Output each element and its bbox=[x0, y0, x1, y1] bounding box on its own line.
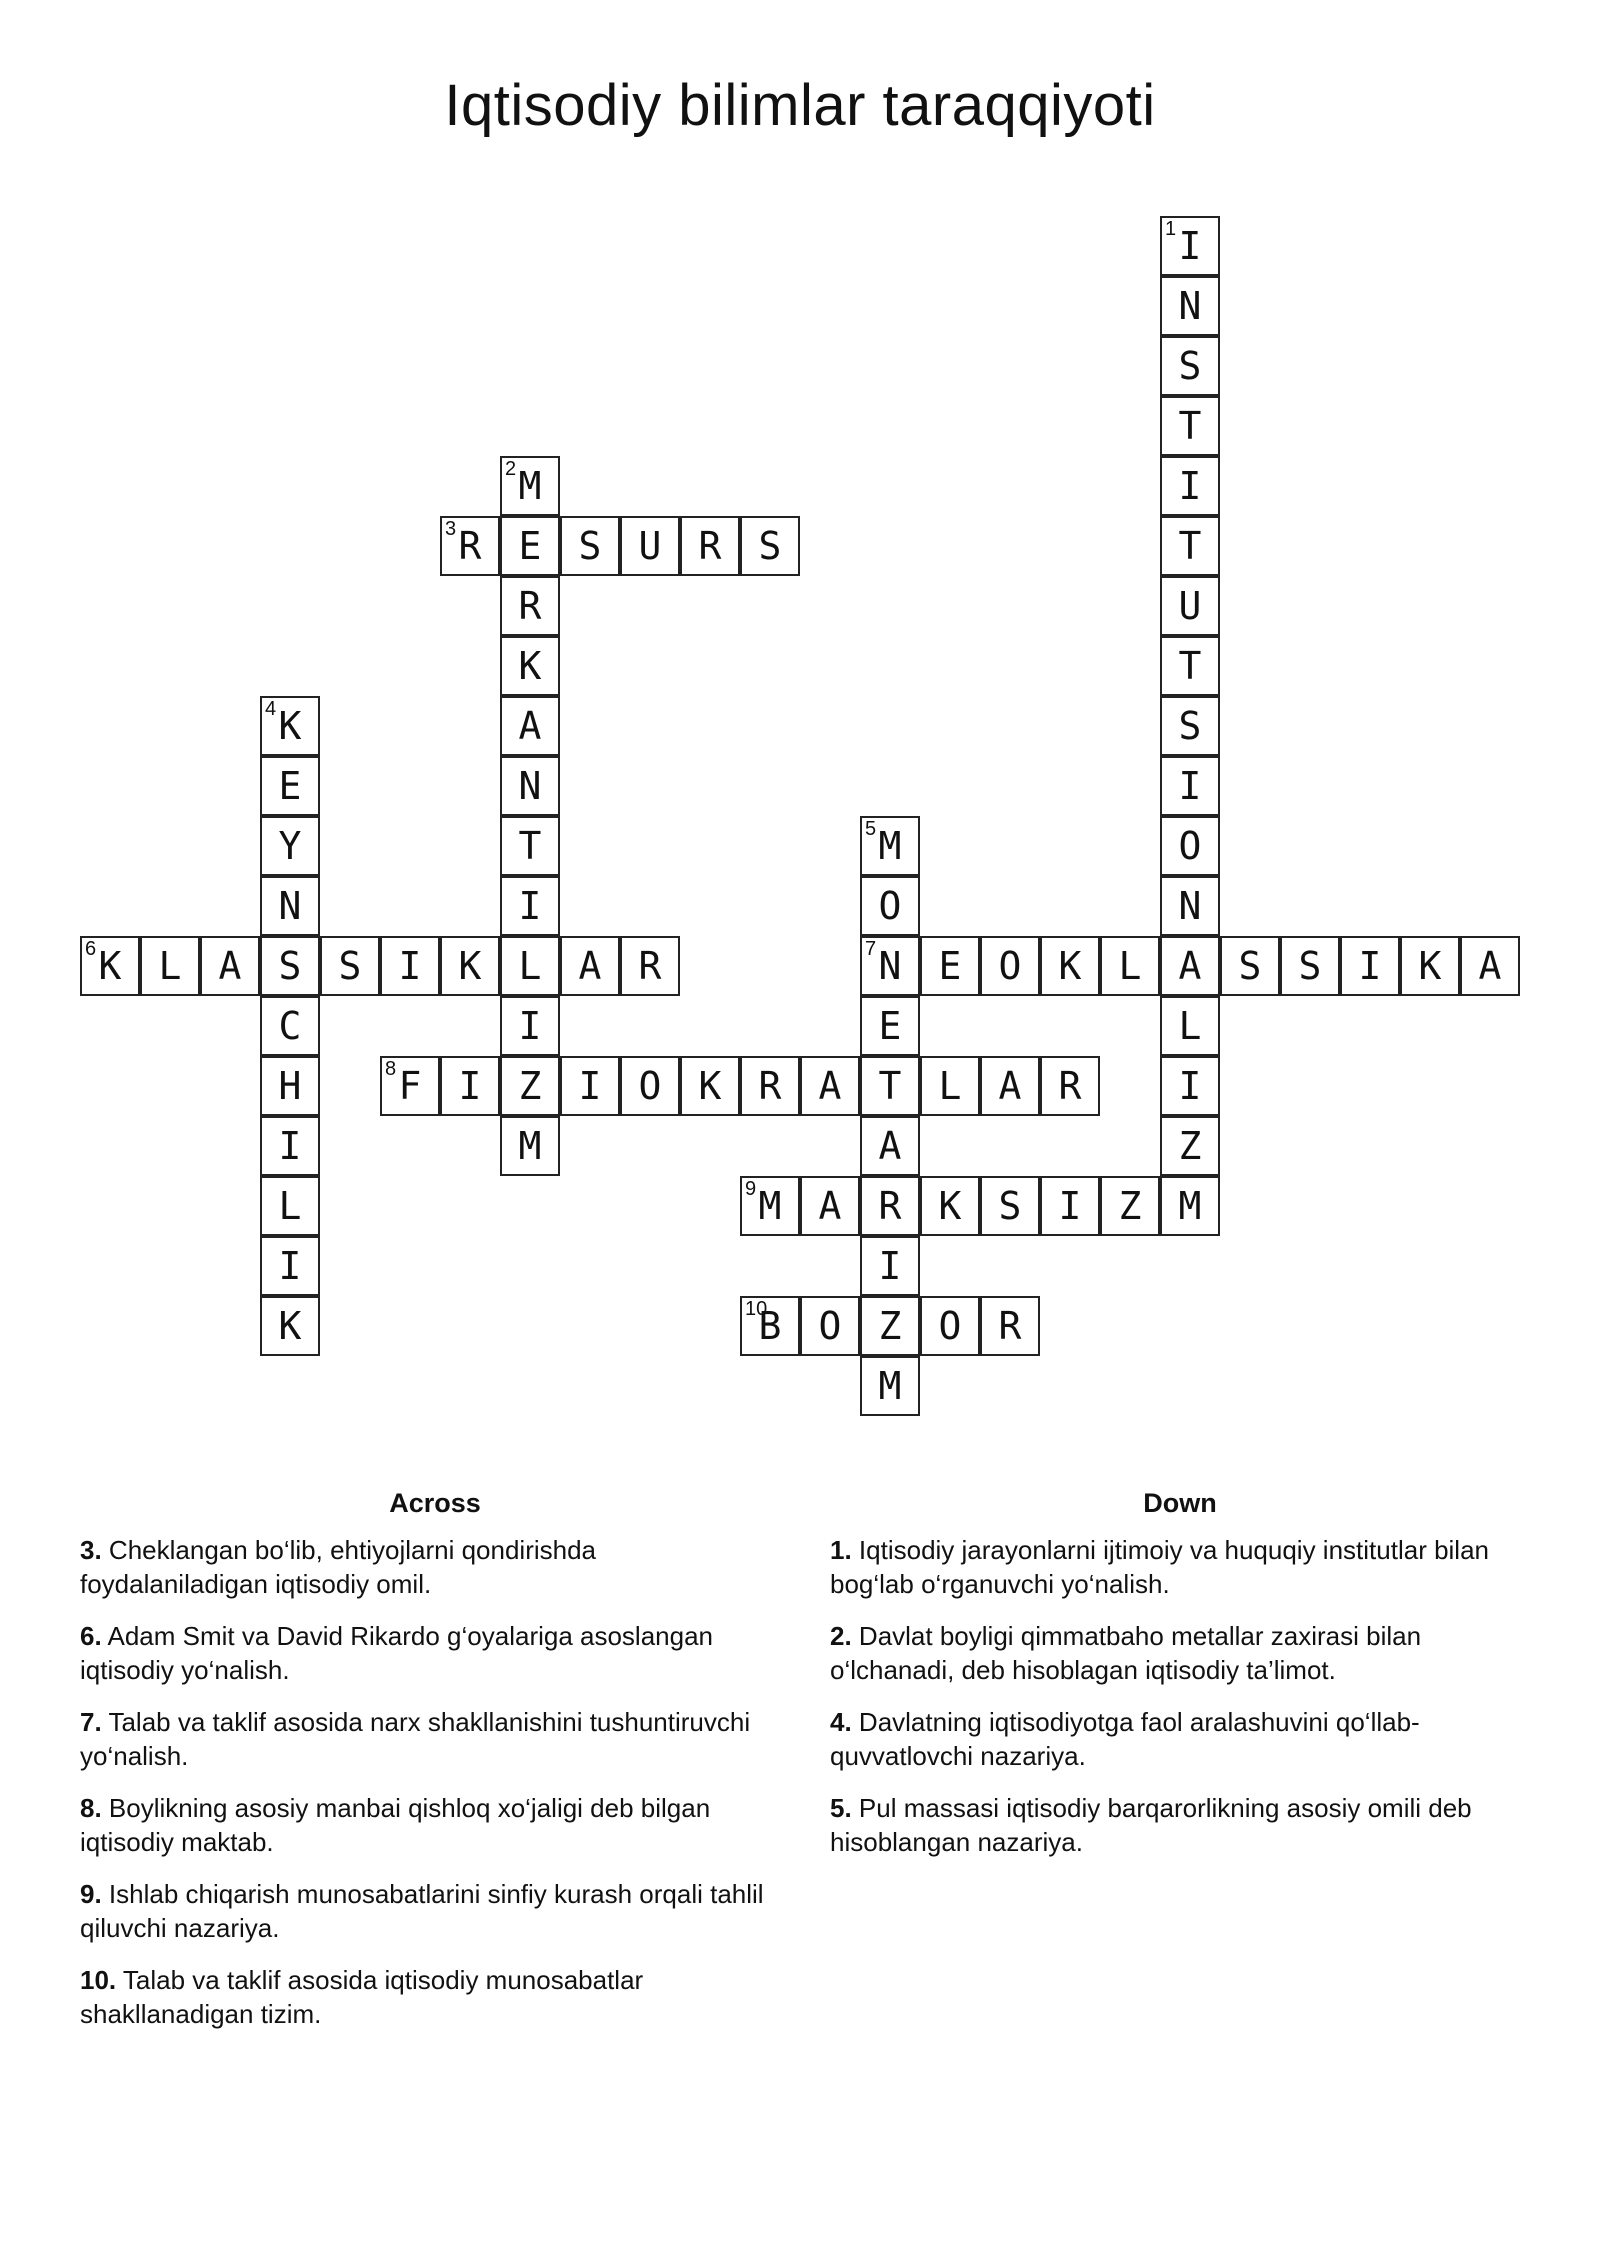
cell-letter: A bbox=[878, 1124, 902, 1168]
cell-letter: M bbox=[518, 464, 542, 508]
cell-letter: U bbox=[638, 524, 662, 568]
cell-letter: S bbox=[1178, 704, 1202, 748]
grid-cell bbox=[260, 1176, 320, 1236]
clue-number: 1 bbox=[1165, 218, 1177, 240]
grid-cell bbox=[260, 816, 320, 876]
cell-letter: F bbox=[398, 1064, 422, 1108]
grid-cell bbox=[500, 636, 560, 696]
grid-cell bbox=[860, 1236, 920, 1296]
clue-number: 7 bbox=[865, 938, 877, 960]
clue-down-1: 1. Iqtisodiy jarayonlarni ijtimoiy va huquqiy institutlar bilan bog‘lab o‘rganuvchi yo‘nalish. bbox=[830, 1535, 1490, 1599]
cell-letter: I bbox=[878, 1244, 902, 1288]
cell-letter: K bbox=[278, 1304, 302, 1348]
cell-letter: L bbox=[278, 1184, 302, 1228]
cell-letter: E bbox=[878, 1004, 902, 1048]
grid-cell bbox=[200, 936, 260, 996]
grid-cell bbox=[260, 1116, 320, 1176]
cell-letter: Z bbox=[1178, 1124, 1202, 1168]
clue-number: 6 bbox=[85, 938, 97, 960]
grid-cell bbox=[920, 1176, 980, 1236]
cell-letter: N bbox=[878, 944, 902, 988]
grid-cell bbox=[500, 696, 560, 756]
cell-letter: Z bbox=[518, 1064, 542, 1108]
cell-letter: I bbox=[1178, 1064, 1202, 1108]
cell-letter: L bbox=[1178, 1004, 1202, 1048]
grid-cell bbox=[1160, 336, 1220, 396]
grid-cell bbox=[1160, 996, 1220, 1056]
grid-cell bbox=[140, 936, 200, 996]
grid-cell bbox=[1160, 216, 1220, 276]
cell-letter: R bbox=[878, 1184, 902, 1228]
cell-letter: N bbox=[1178, 284, 1202, 328]
grid-cell bbox=[800, 1056, 860, 1116]
clue-number: 4 bbox=[265, 698, 277, 720]
grid-cell bbox=[380, 1056, 440, 1116]
across-clues bbox=[80, 1488, 790, 2049]
grid-cell bbox=[1160, 1116, 1220, 1176]
cell-letter: L bbox=[518, 944, 542, 988]
cell-letter: I bbox=[1178, 764, 1202, 808]
cell-letter: R bbox=[998, 1304, 1022, 1348]
grid-cell bbox=[740, 516, 800, 576]
grid-cell bbox=[740, 1176, 800, 1236]
page-title: Iqtisodiy bilimlar taraqqiyoti bbox=[444, 73, 1156, 138]
grid-cell bbox=[680, 1056, 740, 1116]
grid-cell bbox=[80, 936, 140, 996]
grid-cell bbox=[800, 1176, 860, 1236]
cell-letter: I bbox=[578, 1064, 602, 1108]
cell-letter: M bbox=[878, 824, 902, 868]
cell-letter: A bbox=[818, 1184, 842, 1228]
cell-letter: O bbox=[938, 1304, 962, 1348]
cell-letter: K bbox=[518, 644, 542, 688]
cell-letter: M bbox=[1178, 1184, 1202, 1228]
grid-cell bbox=[1220, 936, 1280, 996]
grid-cell bbox=[500, 996, 560, 1056]
cell-letter: L bbox=[1118, 944, 1142, 988]
cell-letter: R bbox=[638, 944, 662, 988]
grid-cell bbox=[380, 936, 440, 996]
grid-cell bbox=[920, 936, 980, 996]
clue-down-2: 2. Davlat boyligi qimmatbaho metallar zaxirasi bilan o‘lchanadi, deb hisoblagan iqtisodiy ta’limot. bbox=[830, 1621, 1422, 1685]
cell-letter: E bbox=[938, 944, 962, 988]
cell-letter: I bbox=[518, 1004, 542, 1048]
grid-cell bbox=[1460, 936, 1520, 996]
grid-cell bbox=[680, 516, 740, 576]
clue-number: 9 bbox=[745, 1178, 757, 1200]
grid-cell bbox=[980, 1056, 1040, 1116]
grid-cell bbox=[560, 936, 620, 996]
cell-letter: O bbox=[818, 1304, 842, 1348]
cell-letter: S bbox=[338, 944, 362, 988]
cell-letter: S bbox=[1178, 344, 1202, 388]
grid-cell bbox=[260, 696, 320, 756]
clue-across-6: 6. Adam Smit va David Rikardo g‘oyalariga asoslangan iqtisodiy yo‘nalish. bbox=[80, 1621, 714, 1685]
grid-cell bbox=[500, 756, 560, 816]
grid-cell bbox=[1160, 696, 1220, 756]
clue-across-7: 7. Talab va taklif asosida narx shakllanishini tushuntiruvchi yo‘nalish. bbox=[80, 1707, 751, 1771]
cell-letter: O bbox=[638, 1064, 662, 1108]
grid-cell bbox=[260, 996, 320, 1056]
cell-letter: N bbox=[1178, 884, 1202, 928]
cell-letter: T bbox=[518, 824, 542, 868]
grid-cell bbox=[620, 936, 680, 996]
grid-cell bbox=[860, 1176, 920, 1236]
grid-cell bbox=[440, 936, 500, 996]
grid-cell bbox=[1160, 396, 1220, 456]
grid-cell bbox=[860, 1356, 920, 1416]
grid-cell bbox=[920, 1296, 980, 1356]
grid-cell bbox=[260, 1236, 320, 1296]
grid-cell bbox=[1400, 936, 1460, 996]
cell-letter: A bbox=[998, 1064, 1022, 1108]
cell-letter: Y bbox=[278, 824, 302, 868]
cell-letter: Z bbox=[1118, 1184, 1142, 1228]
cell-letter: M bbox=[518, 1124, 542, 1168]
grid-cell bbox=[1160, 456, 1220, 516]
clue-number: 2 bbox=[505, 458, 517, 480]
cell-letter: O bbox=[878, 884, 902, 928]
grid-cell bbox=[260, 876, 320, 936]
clue-across-10: 10. Talab va taklif asosida iqtisodiy munosabatlar shakllanadigan tizim. bbox=[80, 1965, 644, 2029]
grid-cell bbox=[980, 1176, 1040, 1236]
cell-letter: B bbox=[758, 1304, 782, 1348]
grid-cell bbox=[860, 1296, 920, 1356]
grid-cell bbox=[1100, 936, 1160, 996]
cell-letter: K bbox=[698, 1064, 722, 1108]
cell-letter: A bbox=[218, 944, 242, 988]
cell-letter: K bbox=[1058, 944, 1082, 988]
grid-cell bbox=[260, 756, 320, 816]
cell-letter: I bbox=[398, 944, 422, 988]
cell-letter: M bbox=[758, 1184, 782, 1228]
cell-letter: R bbox=[698, 524, 722, 568]
clue-number: 10 bbox=[745, 1298, 768, 1320]
cell-letter: R bbox=[758, 1064, 782, 1108]
grid-cell bbox=[440, 516, 500, 576]
grid-cell bbox=[1160, 1056, 1220, 1116]
cell-letter: I bbox=[518, 884, 542, 928]
grid-cell bbox=[740, 1056, 800, 1116]
clue-across-9: 9. Ishlab chiqarish munosabatlarini sinfiy kurash orqali tahlil qiluvchi nazariya. bbox=[80, 1879, 764, 1943]
clue-number: 8 bbox=[385, 1058, 397, 1080]
cell-letter: U bbox=[1178, 584, 1202, 628]
grid-cell bbox=[860, 876, 920, 936]
cell-letter: E bbox=[518, 524, 542, 568]
cell-letter: R bbox=[458, 524, 482, 568]
cell-letter: L bbox=[938, 1064, 962, 1108]
cell-letter: T bbox=[878, 1064, 902, 1108]
cell-letter: Z bbox=[878, 1304, 902, 1348]
cell-letter: I bbox=[1178, 224, 1202, 268]
grid-cell bbox=[800, 1296, 860, 1356]
grid-cell bbox=[1280, 936, 1340, 996]
grid-cell bbox=[320, 936, 380, 996]
grid-cell bbox=[260, 936, 320, 996]
cell-letter: T bbox=[1178, 404, 1202, 448]
grid-cell bbox=[1160, 936, 1220, 996]
grid-cell bbox=[860, 1056, 920, 1116]
cell-letter: T bbox=[1178, 524, 1202, 568]
grid-cell bbox=[1160, 756, 1220, 816]
grid-cell bbox=[1340, 936, 1400, 996]
grid-cell bbox=[500, 576, 560, 636]
cell-letter: E bbox=[278, 764, 302, 808]
clue-down-4: 4. Davlatning iqtisodiyotga faol aralashuvini qo‘llab-quvvatlovchi nazariya. bbox=[830, 1707, 1420, 1771]
grid-cell bbox=[500, 516, 560, 576]
cell-letter: K bbox=[98, 944, 122, 988]
cell-letter: K bbox=[278, 704, 302, 748]
cell-letter: K bbox=[1418, 944, 1442, 988]
cell-letter: A bbox=[1178, 944, 1202, 988]
grid-cell bbox=[260, 1056, 320, 1116]
grid-cell bbox=[1160, 636, 1220, 696]
grid-cell bbox=[620, 1056, 680, 1116]
grid-cell bbox=[560, 1056, 620, 1116]
grid-cell bbox=[1160, 876, 1220, 936]
cell-letter: L bbox=[158, 944, 182, 988]
grid-cell bbox=[860, 816, 920, 876]
cell-letter: I bbox=[458, 1064, 482, 1108]
grid-cell bbox=[500, 456, 560, 516]
grid-cell bbox=[860, 936, 920, 996]
cell-letter: T bbox=[1178, 644, 1202, 688]
grid-cell bbox=[560, 516, 620, 576]
grid-cell bbox=[500, 1116, 560, 1176]
grid-cell bbox=[1040, 936, 1100, 996]
grid-cell bbox=[1040, 1056, 1100, 1116]
cell-letter: S bbox=[278, 944, 302, 988]
cell-letter: N bbox=[518, 764, 542, 808]
cell-letter: S bbox=[1298, 944, 1322, 988]
grid-cell bbox=[500, 936, 560, 996]
grid-cell bbox=[1160, 516, 1220, 576]
cell-letter: S bbox=[998, 1184, 1022, 1228]
cell-letter: A bbox=[818, 1064, 842, 1108]
cell-letter: M bbox=[878, 1364, 902, 1408]
cell-letter: H bbox=[278, 1064, 302, 1108]
cell-letter: R bbox=[1058, 1064, 1082, 1108]
grid-cell bbox=[1160, 276, 1220, 336]
grid-cell bbox=[500, 876, 560, 936]
cell-letter: C bbox=[278, 1004, 302, 1048]
cell-letter: A bbox=[1478, 944, 1502, 988]
cell-letter: S bbox=[1238, 944, 1262, 988]
grid-cell bbox=[980, 936, 1040, 996]
cell-letter: N bbox=[278, 884, 302, 928]
cell-letter: A bbox=[518, 704, 542, 748]
cell-letter: O bbox=[1178, 824, 1202, 868]
grid-cell bbox=[920, 1056, 980, 1116]
grid-cell bbox=[1100, 1176, 1160, 1236]
cell-letter: K bbox=[458, 944, 482, 988]
clue-across-3: 3. Cheklangan bo‘lib, ehtiyojlarni qondirishda foydalaniladigan iqtisodiy omil. bbox=[80, 1535, 597, 1599]
cell-letter: I bbox=[1358, 944, 1382, 988]
clue-number: 3 bbox=[445, 518, 457, 540]
grid-cell bbox=[860, 996, 920, 1056]
across-heading: Across bbox=[389, 1488, 481, 1518]
grid-cell bbox=[1040, 1176, 1100, 1236]
cell-letter: I bbox=[1178, 464, 1202, 508]
grid-cell bbox=[1160, 576, 1220, 636]
cell-letter: A bbox=[578, 944, 602, 988]
grid-cell bbox=[1160, 1176, 1220, 1236]
clue-down-5: 5. Pul massasi iqtisodiy barqarorlikning asosiy omili deb hisoblangan nazariya. bbox=[830, 1793, 1472, 1857]
cell-letter: K bbox=[938, 1184, 962, 1228]
cell-letter: S bbox=[578, 524, 602, 568]
grid-cell bbox=[980, 1296, 1040, 1356]
clue-across-8: 8. Boylikning asosiy manbai qishloq xo‘jaligi deb bilgan iqtisodiy maktab. bbox=[80, 1793, 711, 1857]
cell-letter: O bbox=[998, 944, 1022, 988]
grid-cell bbox=[260, 1296, 320, 1356]
grid-cell bbox=[620, 516, 680, 576]
cell-letter: R bbox=[518, 584, 542, 628]
grid-cell bbox=[440, 1056, 500, 1116]
grid-cell bbox=[1160, 816, 1220, 876]
cell-letter: S bbox=[758, 524, 782, 568]
grid-cell bbox=[500, 1056, 560, 1116]
cell-letter: I bbox=[1058, 1184, 1082, 1228]
down-heading: Down bbox=[1143, 1488, 1217, 1518]
grid-cell bbox=[860, 1116, 920, 1176]
grid-cell bbox=[500, 816, 560, 876]
cell-letter: I bbox=[278, 1124, 302, 1168]
clue-number: 5 bbox=[865, 818, 877, 840]
grid-cell bbox=[740, 1296, 800, 1356]
down-clues bbox=[830, 1488, 1530, 1877]
cell-letter: I bbox=[278, 1244, 302, 1288]
